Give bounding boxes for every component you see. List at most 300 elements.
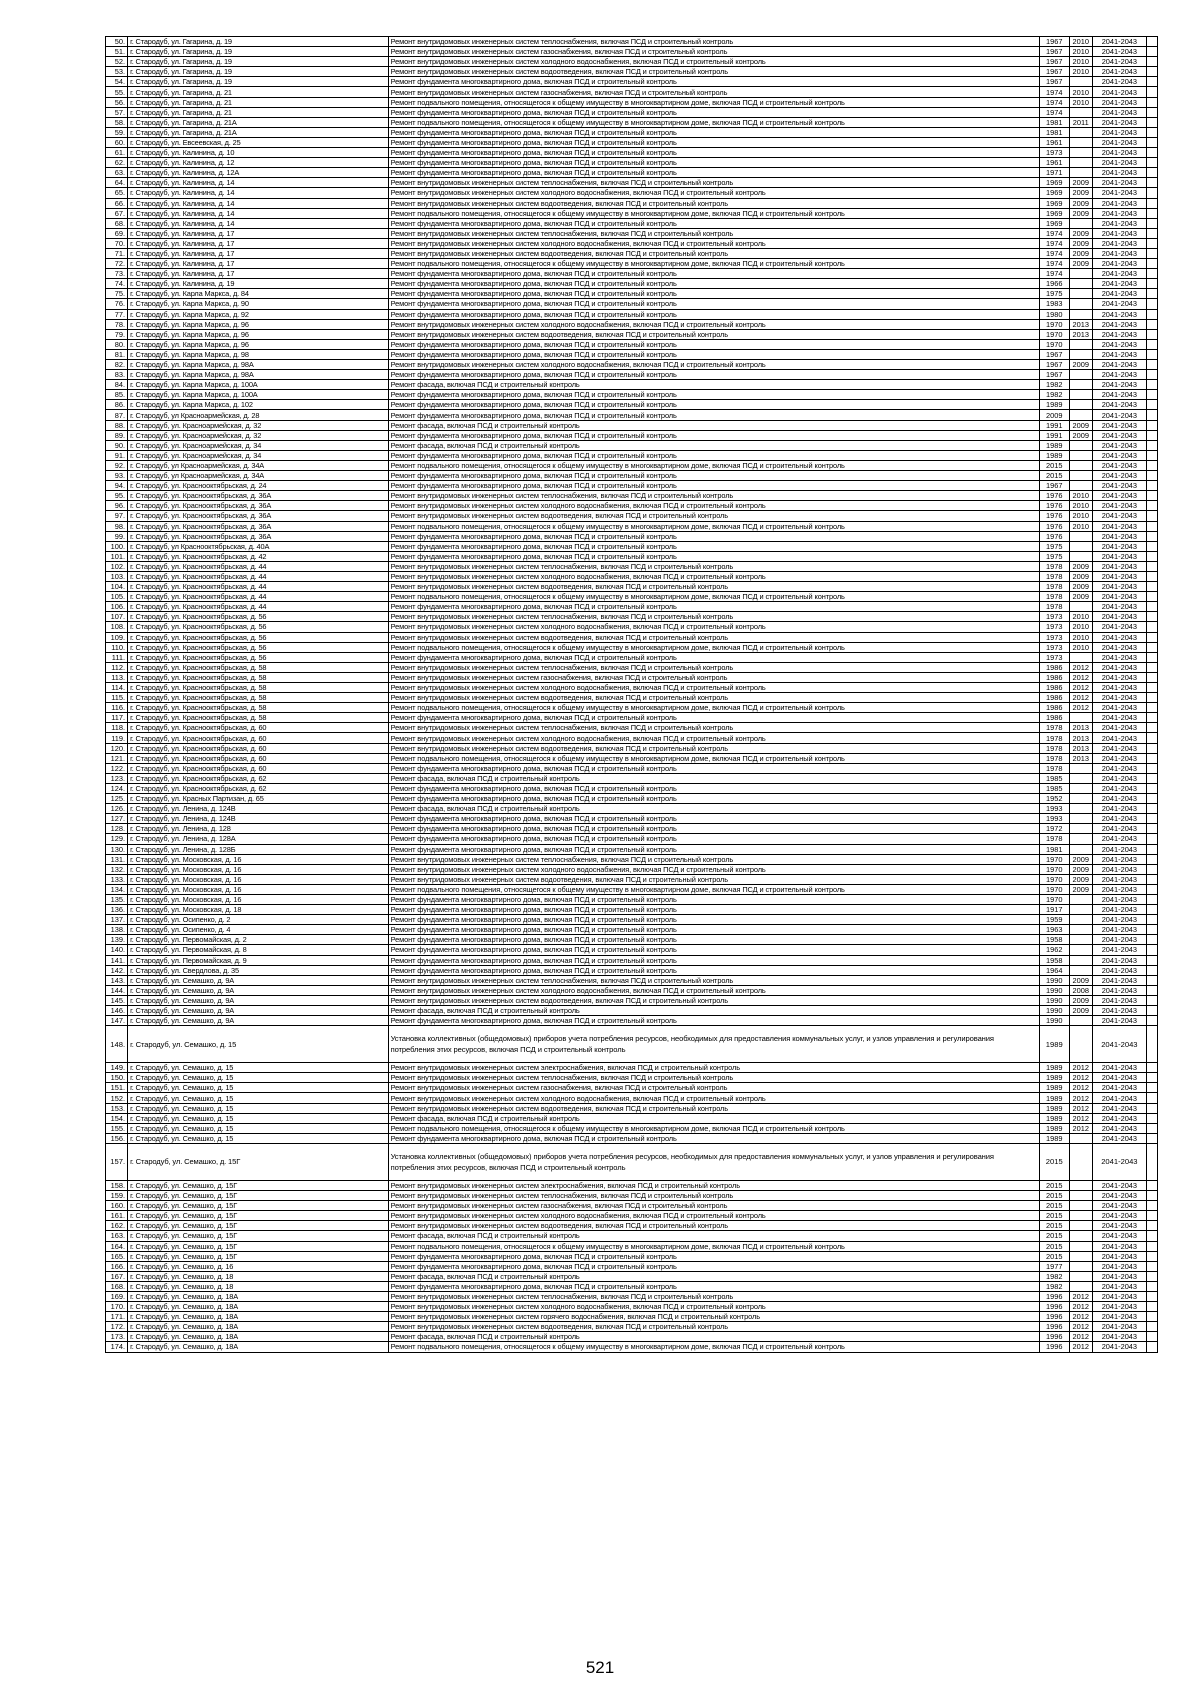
planned-period: 2041-2043 xyxy=(1092,47,1146,57)
house-address: г. Стародуб, ул. Свердлова, д. 35 xyxy=(128,965,389,975)
empty-cell xyxy=(1146,1241,1157,1251)
empty-cell xyxy=(1146,430,1157,440)
empty-cell xyxy=(1146,915,1157,925)
house-address: г. Стародуб, ул. Семашко, д. 15 xyxy=(128,1093,389,1103)
last-repair-year xyxy=(1069,763,1092,773)
commissioning-year: 1982 xyxy=(1039,380,1069,390)
last-repair-year: 2012 xyxy=(1069,1291,1092,1301)
commissioning-year: 1989 xyxy=(1039,1103,1069,1113)
house-address: г. Стародуб, ул. Гагарина, д. 19 xyxy=(128,47,389,57)
commissioning-year: 1958 xyxy=(1039,955,1069,965)
empty-cell xyxy=(1146,592,1157,602)
table-row xyxy=(106,683,1158,693)
row-number: 86. xyxy=(106,400,128,410)
work-type: Ремонт фундамента многоквартирного дома, включая ПСД и строительный контроль xyxy=(388,844,1039,854)
commissioning-year: 1982 xyxy=(1039,390,1069,400)
row-number: 154. xyxy=(106,1113,128,1123)
commissioning-year: 1978 xyxy=(1039,743,1069,753)
last-repair-year: 2012 xyxy=(1069,1322,1092,1332)
last-repair-year xyxy=(1069,1231,1092,1241)
commissioning-year: 1981 xyxy=(1039,117,1069,127)
house-address: г. Стародуб, ул. Семашко, д. 18А xyxy=(128,1312,389,1322)
row-number: 169. xyxy=(106,1291,128,1301)
table-row xyxy=(106,995,1158,1005)
planned-period: 2041-2043 xyxy=(1092,703,1146,713)
house-address: г. Стародуб, ул. Калинина, д. 17 xyxy=(128,269,389,279)
table-row xyxy=(106,1342,1158,1352)
work-type: Ремонт фундамента многоквартирного дома, включая ПСД и строительный контроль xyxy=(388,814,1039,824)
house-address: г. Стародуб, ул. Краснооктябрьская, д. 60 xyxy=(128,723,389,733)
house-address: г. Стародуб, ул. Московская, д. 16 xyxy=(128,894,389,904)
last-repair-year: 2009 xyxy=(1069,561,1092,571)
last-repair-year xyxy=(1069,814,1092,824)
work-type: Ремонт внутридомовых инженерных систем холодного водоснабжения, включая ПСД и строительный контроль xyxy=(388,1093,1039,1103)
empty-cell xyxy=(1146,1332,1157,1342)
row-number: 63. xyxy=(106,168,128,178)
row-number: 111. xyxy=(106,652,128,662)
empty-cell xyxy=(1146,965,1157,975)
row-number: 121. xyxy=(106,753,128,763)
last-repair-year xyxy=(1069,279,1092,289)
work-type: Ремонт внутридомовых инженерных систем холодного водоснабжения, включая ПСД и строительный контроль xyxy=(388,1302,1039,1312)
empty-cell xyxy=(1146,440,1157,450)
work-type: Ремонт фундамента многоквартирного дома, включая ПСД и строительный контроль xyxy=(388,652,1039,662)
empty-cell xyxy=(1146,561,1157,571)
planned-period: 2041-2043 xyxy=(1092,67,1146,77)
table-row xyxy=(106,238,1158,248)
planned-period: 2041-2043 xyxy=(1092,1281,1146,1291)
planned-period: 2041-2043 xyxy=(1092,1083,1146,1093)
commissioning-year: 1978 xyxy=(1039,582,1069,592)
work-type: Ремонт фундамента многоквартирного дома, включая ПСД и строительный контроль xyxy=(388,602,1039,612)
row-number: 140. xyxy=(106,945,128,955)
commissioning-year: 1989 xyxy=(1039,440,1069,450)
house-address: г. Стародуб, ул. Краснооктябрьская, д. 60 xyxy=(128,753,389,763)
last-repair-year: 2009 xyxy=(1069,238,1092,248)
table-row xyxy=(106,1026,1158,1063)
row-number: 97. xyxy=(106,511,128,521)
empty-cell xyxy=(1146,1251,1157,1261)
commissioning-year: 1976 xyxy=(1039,511,1069,521)
work-type: Ремонт фасада, включая ПСД и строительный контроль xyxy=(388,804,1039,814)
last-repair-year: 2012 xyxy=(1069,1123,1092,1133)
commissioning-year: 1989 xyxy=(1039,1073,1069,1083)
table-row xyxy=(106,1113,1158,1123)
planned-period: 2041-2043 xyxy=(1092,1063,1146,1073)
commissioning-year: 1974 xyxy=(1039,269,1069,279)
empty-cell xyxy=(1146,491,1157,501)
house-address: г. Стародуб, ул. Семашко, д. 15Г xyxy=(128,1211,389,1221)
last-repair-year: 2009 xyxy=(1069,228,1092,238)
last-repair-year: 2010 xyxy=(1069,632,1092,642)
house-address: г. Стародуб, ул. Семашко, д. 15 xyxy=(128,1073,389,1083)
work-type: Ремонт фасада, включая ПСД и строительный контроль xyxy=(388,773,1039,783)
work-type: Ремонт фундамента многоквартирного дома, включая ПСД и строительный контроль xyxy=(388,390,1039,400)
house-address: г. Стародуб, ул. Калинина, д. 14 xyxy=(128,218,389,228)
last-repair-year: 2009 xyxy=(1069,874,1092,884)
last-repair-year: 2010 xyxy=(1069,501,1092,511)
house-address: г. Стародуб, ул. Калинина, д. 12А xyxy=(128,168,389,178)
row-number: 164. xyxy=(106,1241,128,1251)
commissioning-year: 1966 xyxy=(1039,279,1069,289)
house-address: г. Стародуб, ул. Гагарина, д. 21 xyxy=(128,107,389,117)
work-type: Ремонт внутридомовых инженерных систем водоотведения, включая ПСД и строительный контроль xyxy=(388,743,1039,753)
work-type: Ремонт внутридомовых инженерных систем холодного водоснабжения, включая ПСД и строительный контроль xyxy=(388,571,1039,581)
planned-period: 2041-2043 xyxy=(1092,794,1146,804)
work-type: Ремонт внутридомовых инженерных систем газоснабжения, включая ПСД и строительный контроль xyxy=(388,47,1039,57)
empty-cell xyxy=(1146,854,1157,864)
planned-period: 2041-2043 xyxy=(1092,683,1146,693)
commissioning-year: 1970 xyxy=(1039,339,1069,349)
commissioning-year: 1969 xyxy=(1039,218,1069,228)
empty-cell xyxy=(1146,1123,1157,1133)
commissioning-year: 1986 xyxy=(1039,703,1069,713)
commissioning-year: 1989 xyxy=(1039,1026,1069,1063)
commissioning-year: 1974 xyxy=(1039,238,1069,248)
row-number: 150. xyxy=(106,1073,128,1083)
table-row xyxy=(106,985,1158,995)
empty-cell xyxy=(1146,602,1157,612)
empty-cell xyxy=(1146,198,1157,208)
commissioning-year: 1974 xyxy=(1039,259,1069,269)
last-repair-year: 2013 xyxy=(1069,723,1092,733)
commissioning-year: 1978 xyxy=(1039,834,1069,844)
commissioning-year: 1996 xyxy=(1039,1322,1069,1332)
row-number: 116. xyxy=(106,703,128,713)
last-repair-year: 2012 xyxy=(1069,1342,1092,1352)
row-number: 160. xyxy=(106,1201,128,1211)
work-type: Ремонт внутридомовых инженерных систем водоотведения, включая ПСД и строительный контроль xyxy=(388,1103,1039,1113)
commissioning-year: 1978 xyxy=(1039,602,1069,612)
empty-cell xyxy=(1146,955,1157,965)
row-number: 71. xyxy=(106,248,128,258)
work-type: Ремонт фундамента многоквартирного дома, включая ПСД и строительный контроль xyxy=(388,218,1039,228)
house-address: г. Стародуб, ул. Краснооктябрьская, д. 56 xyxy=(128,622,389,632)
house-address: г. Стародуб, ул. Калинина, д. 14 xyxy=(128,198,389,208)
commissioning-year: 1981 xyxy=(1039,127,1069,137)
commissioning-year: 1975 xyxy=(1039,289,1069,299)
row-number: 78. xyxy=(106,319,128,329)
last-repair-year: 2012 xyxy=(1069,683,1092,693)
empty-cell xyxy=(1146,773,1157,783)
commissioning-year: 1964 xyxy=(1039,965,1069,975)
table-row xyxy=(106,137,1158,147)
last-repair-year xyxy=(1069,1180,1092,1190)
row-number: 106. xyxy=(106,602,128,612)
last-repair-year: 2012 xyxy=(1069,1073,1092,1083)
last-repair-year xyxy=(1069,1221,1092,1231)
row-number: 125. xyxy=(106,794,128,804)
empty-cell xyxy=(1146,1180,1157,1190)
empty-cell xyxy=(1146,1221,1157,1231)
commissioning-year: 1967 xyxy=(1039,57,1069,67)
last-repair-year xyxy=(1069,925,1092,935)
table-row xyxy=(106,521,1158,531)
work-type: Ремонт внутридомовых инженерных систем водоотведения, включая ПСД и строительный контроль xyxy=(388,1322,1039,1332)
empty-cell xyxy=(1146,1281,1157,1291)
house-address: г. Стародуб, ул. Краснооктябрьская, д. 62 xyxy=(128,773,389,783)
table-row xyxy=(106,844,1158,854)
planned-period: 2041-2043 xyxy=(1092,1332,1146,1342)
commissioning-year: 1967 xyxy=(1039,37,1069,47)
table-row xyxy=(106,380,1158,390)
house-address: г. Стародуб, ул. Семашко, д. 15 xyxy=(128,1026,389,1063)
house-address: г. Стародуб, ул. Краснооктябрьская, д. 56 xyxy=(128,642,389,652)
last-repair-year xyxy=(1069,935,1092,945)
planned-period: 2041-2043 xyxy=(1092,410,1146,420)
row-number: 73. xyxy=(106,269,128,279)
planned-period: 2041-2043 xyxy=(1092,1016,1146,1026)
row-number: 146. xyxy=(106,1006,128,1016)
row-number: 136. xyxy=(106,905,128,915)
table-row xyxy=(106,97,1158,107)
row-number: 110. xyxy=(106,642,128,652)
last-repair-year: 2012 xyxy=(1069,672,1092,682)
planned-period: 2041-2043 xyxy=(1092,723,1146,733)
last-repair-year xyxy=(1069,370,1092,380)
commissioning-year: 1986 xyxy=(1039,672,1069,682)
planned-period: 2041-2043 xyxy=(1092,279,1146,289)
last-repair-year: 2009 xyxy=(1069,975,1092,985)
last-repair-year: 2010 xyxy=(1069,521,1092,531)
table-row xyxy=(106,531,1158,541)
planned-period: 2041-2043 xyxy=(1092,975,1146,985)
table-row xyxy=(106,551,1158,561)
table-row xyxy=(106,804,1158,814)
empty-cell xyxy=(1146,188,1157,198)
work-type: Ремонт внутридомовых инженерных систем теплоснабжения, включая ПСД и строительный контроль xyxy=(388,1291,1039,1301)
table-row xyxy=(106,915,1158,925)
empty-cell xyxy=(1146,218,1157,228)
empty-cell xyxy=(1146,683,1157,693)
commissioning-year: 1993 xyxy=(1039,814,1069,824)
house-address: г. Стародуб, ул. Калинина, д. 14 xyxy=(128,178,389,188)
table-row xyxy=(106,501,1158,511)
commissioning-year: 1976 xyxy=(1039,521,1069,531)
commissioning-year: 1989 xyxy=(1039,400,1069,410)
last-repair-year: 2010 xyxy=(1069,642,1092,652)
work-type: Ремонт внутридомовых инженерных систем теплоснабжения, включая ПСД и строительный контроль xyxy=(388,612,1039,622)
empty-cell xyxy=(1146,1261,1157,1271)
empty-cell xyxy=(1146,1312,1157,1322)
table-row xyxy=(106,511,1158,521)
empty-cell xyxy=(1146,551,1157,561)
commissioning-year: 1989 xyxy=(1039,1133,1069,1143)
table-row xyxy=(106,67,1158,77)
table-row xyxy=(106,1006,1158,1016)
empty-cell xyxy=(1146,390,1157,400)
planned-period: 2041-2043 xyxy=(1092,178,1146,188)
empty-cell xyxy=(1146,521,1157,531)
house-address: г. Стародуб, ул. Гагарина, д. 19 xyxy=(128,77,389,87)
house-address: г. Стародуб, ул. Краснооктябрьская, д. 56 xyxy=(128,612,389,622)
work-type: Ремонт внутридомовых инженерных систем водоотведения, включая ПСД и строительный контроль xyxy=(388,582,1039,592)
house-address: г. Стародуб, ул. Краснооктябрьская, д. 62 xyxy=(128,783,389,793)
empty-cell xyxy=(1146,380,1157,390)
empty-cell xyxy=(1146,1291,1157,1301)
planned-period: 2041-2043 xyxy=(1092,390,1146,400)
row-number: 83. xyxy=(106,370,128,380)
last-repair-year xyxy=(1069,1191,1092,1201)
work-type: Ремонт внутридомовых инженерных систем холодного водоснабжения, включая ПСД и строительный контроль xyxy=(388,1211,1039,1221)
table-row xyxy=(106,1180,1158,1190)
work-type: Ремонт внутридомовых инженерных систем водоотведения, включая ПСД и строительный контроль xyxy=(388,995,1039,1005)
planned-period: 2041-2043 xyxy=(1092,511,1146,521)
planned-period: 2041-2043 xyxy=(1092,854,1146,864)
house-address: г. Стародуб, ул. Гагарина, д. 19 xyxy=(128,67,389,77)
table-row xyxy=(106,662,1158,672)
commissioning-year: 1969 xyxy=(1039,188,1069,198)
work-type: Ремонт внутридомовых инженерных систем газоснабжения, включая ПСД и строительный контроль xyxy=(388,87,1039,97)
work-type: Ремонт подвального помещения, относящегося к общему имуществу в многоквартирном доме, включая ПСД и строительный контроль xyxy=(388,208,1039,218)
table-row xyxy=(106,602,1158,612)
empty-cell xyxy=(1146,703,1157,713)
house-address: г. Стародуб, ул. Семашко, д. 9А xyxy=(128,985,389,995)
last-repair-year: 2010 xyxy=(1069,97,1092,107)
table-row xyxy=(106,582,1158,592)
house-address: г. Стародуб, ул. Ленина, д. 124В xyxy=(128,814,389,824)
row-number: 88. xyxy=(106,420,128,430)
empty-cell xyxy=(1146,1006,1157,1016)
last-repair-year xyxy=(1069,915,1092,925)
empty-cell xyxy=(1146,1016,1157,1026)
planned-period: 2041-2043 xyxy=(1092,965,1146,975)
commissioning-year: 1990 xyxy=(1039,1016,1069,1026)
last-repair-year xyxy=(1069,824,1092,834)
commissioning-year: 1977 xyxy=(1039,1261,1069,1271)
empty-cell xyxy=(1146,652,1157,662)
table-row xyxy=(106,1291,1158,1301)
work-type: Ремонт фундамента многоквартирного дома, включая ПСД и строительный контроль xyxy=(388,925,1039,935)
row-number: 66. xyxy=(106,198,128,208)
last-repair-year: 2010 xyxy=(1069,622,1092,632)
work-type: Ремонт подвального помещения, относящегося к общему имуществу в многоквартирном доме, включая ПСД и строительный контроль xyxy=(388,753,1039,763)
empty-cell xyxy=(1146,511,1157,521)
planned-period: 2041-2043 xyxy=(1092,652,1146,662)
house-address: г. Стародуб, ул. Краснооктябрьская, д. 44 xyxy=(128,571,389,581)
commissioning-year: 1967 xyxy=(1039,349,1069,359)
empty-cell xyxy=(1146,864,1157,874)
empty-cell xyxy=(1146,349,1157,359)
table-row xyxy=(106,450,1158,460)
empty-cell xyxy=(1146,259,1157,269)
work-type: Ремонт внутридомовых инженерных систем холодного водоснабжения, включая ПСД и строительный контроль xyxy=(388,188,1039,198)
last-repair-year xyxy=(1069,137,1092,147)
planned-period: 2041-2043 xyxy=(1092,339,1146,349)
table-row xyxy=(106,975,1158,985)
last-repair-year: 2009 xyxy=(1069,360,1092,370)
house-address: г. Стародуб, ул. Евсеевская, д. 25 xyxy=(128,137,389,147)
table-row xyxy=(106,864,1158,874)
table-row xyxy=(106,561,1158,571)
house-address: г. Стародуб, ул. Московская, д. 16 xyxy=(128,864,389,874)
work-type: Ремонт фундамента многоквартирного дома, включая ПСД и строительный контроль xyxy=(388,299,1039,309)
commissioning-year: 2015 xyxy=(1039,1251,1069,1261)
empty-cell xyxy=(1146,289,1157,299)
table-row xyxy=(106,1103,1158,1113)
table-row xyxy=(106,1123,1158,1133)
empty-cell xyxy=(1146,713,1157,723)
commissioning-year: 1963 xyxy=(1039,925,1069,935)
last-repair-year: 2009 xyxy=(1069,1006,1092,1016)
empty-cell xyxy=(1146,248,1157,258)
planned-period: 2041-2043 xyxy=(1092,672,1146,682)
last-repair-year xyxy=(1069,218,1092,228)
planned-period: 2041-2043 xyxy=(1092,612,1146,622)
row-number: 165. xyxy=(106,1251,128,1261)
commissioning-year: 1978 xyxy=(1039,723,1069,733)
last-repair-year: 2009 xyxy=(1069,582,1092,592)
work-type: Ремонт фундамента многоквартирного дома, включая ПСД и строительный контроль xyxy=(388,450,1039,460)
row-number: 132. xyxy=(106,864,128,874)
house-address: г. Стародуб, ул. Семашко, д. 15Г xyxy=(128,1251,389,1261)
empty-cell xyxy=(1146,1191,1157,1201)
empty-cell xyxy=(1146,733,1157,743)
last-repair-year xyxy=(1069,289,1092,299)
planned-period: 2041-2043 xyxy=(1092,370,1146,380)
repair-program-table xyxy=(105,36,1158,1353)
planned-period: 2041-2043 xyxy=(1092,1191,1146,1201)
house-address: г. Стародуб, ул. Карла Маркса, д. 92 xyxy=(128,309,389,319)
house-address: г. Стародуб, ул. Гагарина, д. 21 xyxy=(128,87,389,97)
work-type: Ремонт фундамента многоквартирного дома, включая ПСД и строительный контроль xyxy=(388,400,1039,410)
house-address: г. Стародуб, ул. Краснооктябрьская, д. 36А xyxy=(128,521,389,531)
last-repair-year: 2009 xyxy=(1069,248,1092,258)
commissioning-year: 1967 xyxy=(1039,47,1069,57)
house-address: г. Стародуб, ул. Семашко, д. 15Г xyxy=(128,1221,389,1231)
empty-cell xyxy=(1146,632,1157,642)
house-address: г. Стародуб, ул. Карла Маркса, д. 96 xyxy=(128,329,389,339)
work-type: Ремонт внутридомовых инженерных систем теплоснабжения, включая ПСД и строительный контроль xyxy=(388,723,1039,733)
table-row xyxy=(106,814,1158,824)
work-type: Ремонт фундамента многоквартирного дома, включая ПСД и строительный контроль xyxy=(388,541,1039,551)
empty-cell xyxy=(1146,1322,1157,1332)
empty-cell xyxy=(1146,935,1157,945)
last-repair-year: 2010 xyxy=(1069,47,1092,57)
planned-period: 2041-2043 xyxy=(1092,925,1146,935)
row-number: 168. xyxy=(106,1281,128,1291)
last-repair-year xyxy=(1069,551,1092,561)
work-type: Ремонт фундамента многоквартирного дома, включая ПСД и строительный контроль xyxy=(388,783,1039,793)
work-type: Ремонт внутридомовых инженерных систем газоснабжения, включая ПСД и строительный контроль xyxy=(388,672,1039,682)
planned-period: 2041-2043 xyxy=(1092,571,1146,581)
row-number: 75. xyxy=(106,289,128,299)
last-repair-year xyxy=(1069,1016,1092,1026)
last-repair-year xyxy=(1069,965,1092,975)
empty-cell xyxy=(1146,874,1157,884)
work-type: Ремонт внутридомовых инженерных систем холодного водоснабжения, включая ПСД и строительный контроль xyxy=(388,319,1039,329)
work-type: Ремонт внутридомовых инженерных систем горячего водоснабжения, включая ПСД и строительный контроль xyxy=(388,1312,1039,1322)
table-row xyxy=(106,672,1158,682)
empty-cell xyxy=(1146,460,1157,470)
house-address: г. Стародуб, ул. Семашко, д. 15Г xyxy=(128,1191,389,1201)
table-row xyxy=(106,1312,1158,1322)
last-repair-year xyxy=(1069,168,1092,178)
commissioning-year: 1982 xyxy=(1039,1281,1069,1291)
house-address: г. Стародуб, ул. Семашко, д. 9А xyxy=(128,1006,389,1016)
planned-period: 2041-2043 xyxy=(1092,218,1146,228)
work-type: Ремонт фундамента многоквартирного дома, включая ПСД и строительный контроль xyxy=(388,430,1039,440)
commissioning-year: 1980 xyxy=(1039,309,1069,319)
work-type: Ремонт фасада, включая ПСД и строительный контроль xyxy=(388,1271,1039,1281)
house-address: г. Стародуб, ул. Семашко, д. 16 xyxy=(128,1261,389,1271)
last-repair-year xyxy=(1069,460,1092,470)
commissioning-year: 1967 xyxy=(1039,370,1069,380)
work-type: Ремонт внутридомовых инженерных систем водоотведения, включая ПСД и строительный контроль xyxy=(388,329,1039,339)
table-row xyxy=(106,218,1158,228)
house-address: г. Стародуб, ул. Карла Маркса, д. 98А xyxy=(128,370,389,380)
commissioning-year: 1976 xyxy=(1039,531,1069,541)
